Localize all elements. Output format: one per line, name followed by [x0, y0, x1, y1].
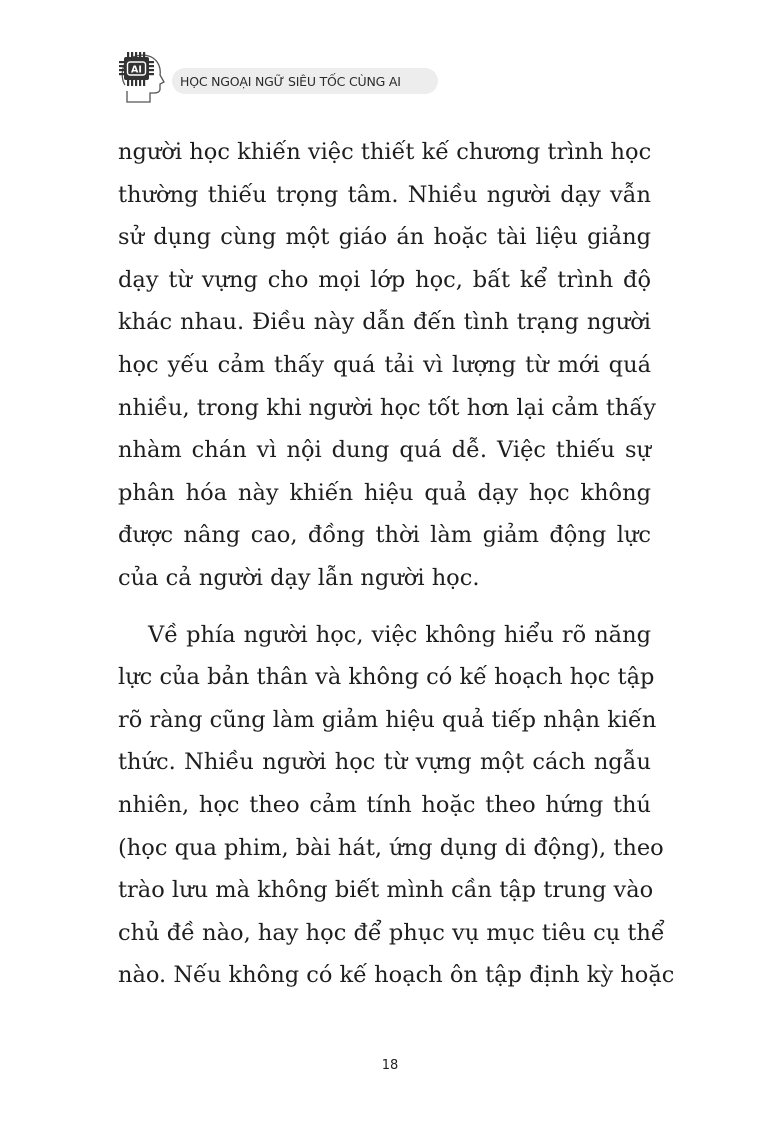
text-line: nhiều, trong khi người học tốt hơn lại cảm thấy [118, 394, 656, 421]
text-line: lực của bản thân và không có kế hoạch học tập [118, 664, 655, 691]
text-line: nhàm chán vì nội dung quá dễ. Việc thiếu sự [118, 437, 651, 464]
text-line: người học khiến việc thiết kế chương trình học [118, 139, 652, 165]
text-line: Về phía người học, việc không hiểu rõ năng [148, 621, 651, 648]
paragraph-2 [118, 614, 675, 997]
text-line: nhiên, học theo cảm tính hoặc theo hứng thú [118, 791, 651, 818]
page-number: 18 [381, 1058, 399, 1073]
running-header [117, 48, 401, 108]
text-line: nào. Nếu không có kế hoạch ôn tập định kỳ hoặc [118, 962, 675, 989]
svg-text:AI: AI [131, 64, 142, 76]
text-line: sử dụng cùng một giáo án hoặc tài liệu giảng [118, 224, 651, 251]
text-line: (học qua phim, bài hát, ứng dụng di động), theo [118, 834, 664, 861]
text-line: chủ đề nào, hay học để phục vụ mục tiêu cụ thể [118, 919, 665, 946]
text-line: học yếu cảm thấy quá tải vì lượng từ mới quá [118, 351, 651, 378]
text-line: dạy từ vựng cho mọi lớp học, bất kể trình độ [118, 266, 651, 293]
text-line: trào lưu mà không biết mình cần tập trung vào [118, 877, 654, 904]
text-line: khác nhau. Điều này dẫn đến tình trạng người [118, 309, 651, 336]
text-line: của cả người dạy lẫn người học. [118, 564, 480, 591]
text-line: phân hóa này khiến hiệu quả dạy học không [118, 479, 651, 506]
text-line: được nâng cao, đồng thời làm giảm động lực [118, 522, 651, 549]
text-line: thức. Nhiều người học từ vựng một cách ngẫu [118, 749, 651, 776]
paragraph-1 [118, 131, 656, 600]
book-title-badge: HỌC NGOẠI NGỮ SIÊU TỐC CÙNG AI [172, 68, 438, 94]
ai-chip-head-icon [117, 49, 167, 107]
page-body [118, 131, 675, 997]
text-line: thường thiếu trọng tâm. Nhiều người dạy vẫn [118, 181, 651, 208]
text-line: rõ ràng cũng làm giảm hiệu quả tiếp nhận kiến [118, 706, 657, 733]
